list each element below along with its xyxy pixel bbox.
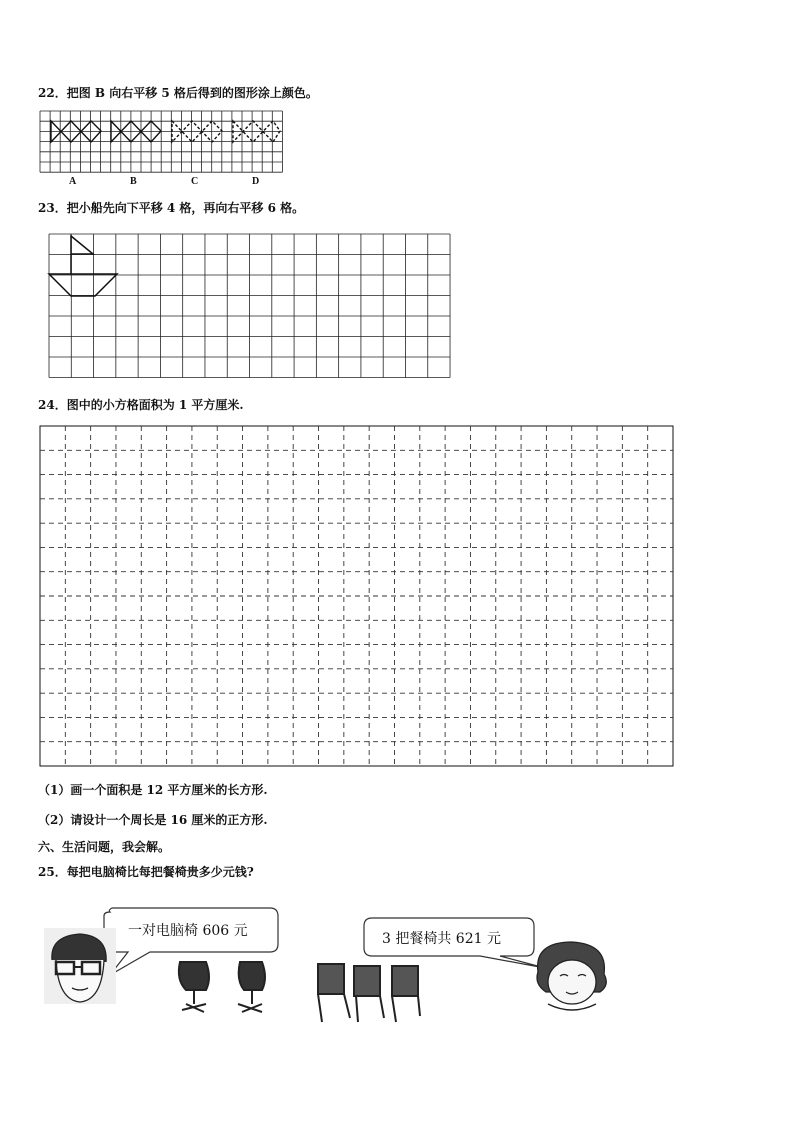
figure-label-d: D [252, 176, 260, 187]
woman-face-icon [537, 942, 606, 1010]
figure-label-b: B [130, 176, 137, 187]
figure-label-c: C [191, 176, 199, 187]
question-24-part-2: （2）请设计一个周长是 16 厘米的正方形. [38, 813, 268, 827]
question-24: 24．图中的小方格面积为 1 平方厘米. [38, 398, 244, 412]
dining-chairs-icon [318, 964, 420, 1022]
man-face-icon [44, 928, 116, 1004]
question-24-part-1: （1）画一个面积是 12 平方厘米的长方形. [38, 783, 268, 797]
question-23: 23．把小船先向下平移 4 格，再向右平移 6 格。 [38, 201, 305, 215]
bubble-left-text: 一对电脑椅 606 元 [128, 923, 248, 939]
section-6-title: 六、生活问题，我会解。 [38, 840, 171, 854]
office-chairs-icon [179, 962, 265, 1012]
bubble-right-text: 3 把餐椅共 621 元 [382, 931, 501, 947]
figure-label-a: A [69, 176, 77, 187]
question-25: 25．每把电脑椅比每把餐椅贵多少元钱? [38, 865, 254, 879]
question-22: 22．把图 B 向右平移 5 格后得到的图形涂上颜色。 [38, 86, 318, 100]
